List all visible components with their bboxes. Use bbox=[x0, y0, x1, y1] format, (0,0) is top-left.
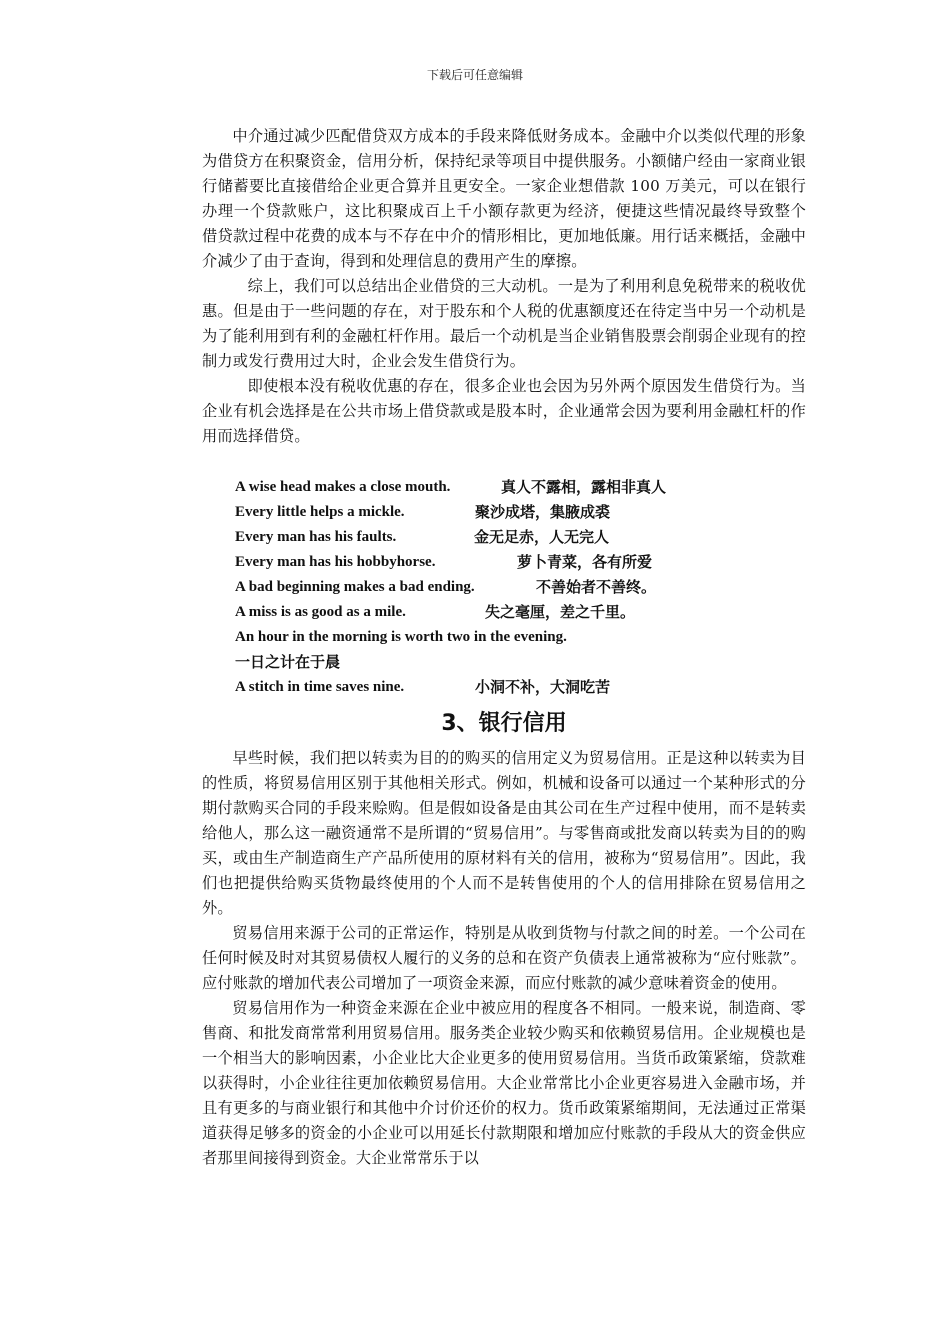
proverb-line bbox=[235, 475, 806, 500]
paragraph: 早些时候，我们把以转卖为目的的购买的信用定义为贸易信用。正是这种以转卖为目的性质，将贸易信用区别于其他相关形式。例如，机械和设备可以通过一个某种形式的分期付款购买合同的手段来赊购。但是假如设备是由其公司在生产过程中使用，而不是转卖给他人，那么这一融资通常不是所谓的“贸易信用”。与零售商或批发商以转卖为目的的购买，或由生产制造商生产产品所使用的原材料有关的信用，被称为“贸易信用”。因此，我们也把提供给购买货物最终使用的个人而不是转售使用的个人的信用排除在贸易信用之外。 bbox=[202, 749, 806, 917]
proverb-line bbox=[235, 600, 806, 625]
proverb-line bbox=[235, 550, 806, 575]
paragraph: 中介通过减少匹配借贷双方成本的手段来降低财务成本。金融中介以类似代理的形象为借贷方在积聚资金，信用分析，保持纪录等项目中提供服务。小额储户经由一家商业银行储蓄要比直接借给企业更合算并且更安全。一家企业想借款 100 万美元，可以在银行办理一个贷款账户，这比积聚成百上千小额存款更为经济，便捷这些情况最终导致整个 借贷款过程中花费的成本与不存在中介的情形相比，更加地低廉。用行话来概括，金融中介减少了由于查询，得到和处理信息的费用产生的摩擦。 bbox=[202, 127, 806, 270]
proverb-english: A wise head makes a close mouth. bbox=[235, 479, 451, 495]
document-body bbox=[202, 124, 806, 1171]
proverb-line bbox=[235, 650, 806, 675]
paragraph: 即使根本没有税收优惠的存在，很多企业也会因为另外两个原因发生借贷行为。当企业有机会选择是在公共市场上借贷款或是股本时，企业通常会因为要利用金融杠杆的作用而选择借贷。 bbox=[202, 377, 806, 445]
proverb-english: An hour in the morning is worth two in the evening. bbox=[235, 629, 567, 645]
proverb-line bbox=[235, 500, 806, 525]
proverb-english: Every man has his hobbyhorse. bbox=[235, 554, 436, 570]
proverb-english: Every little helps a mickle. bbox=[235, 504, 405, 520]
proverb-chinese: 聚沙成塔，集腋成裘 bbox=[475, 503, 611, 521]
proverb-chinese: 一日之计在于晨 bbox=[235, 653, 341, 671]
proverb-english: Every man has his faults. bbox=[235, 529, 397, 545]
proverb-chinese: 失之毫厘，差之千里。 bbox=[485, 603, 636, 621]
proverb-line bbox=[235, 525, 806, 550]
proverb-english: A stitch in time saves nine. bbox=[235, 679, 405, 695]
paragraph: 贸易信用来源于公司的正常运作，特别是从收到货物与付款之间的时差。一个公司在任何时候及时对其贸易债权人履行的义务的总和在资产负债表上通常被称为“应付账款”。应付账款的增加代表公司增加了一项资金来源，而应付账款的减少意味着资金的使用。 bbox=[202, 924, 806, 992]
paragraph: 综上，我们可以总结出企业借贷的三大动机。一是为了利用利息免税带来的税收优惠。但是由于一些问题的存在，对于股东和个人税的优惠额度还在待定当中另一个动机是为了能利用到有利的金融杠杆作用。最后一个动机是当企业销售股票会削弱企业现有的控制力或发行费用过大时，企业会发生借贷行为。 bbox=[202, 277, 806, 370]
proverb-line bbox=[235, 675, 806, 700]
proverb-list bbox=[202, 475, 806, 700]
proverb-line bbox=[235, 575, 806, 600]
page-header: 下载后可任意编辑 bbox=[426, 68, 523, 82]
proverb-chinese: 不善始者不善终。 bbox=[536, 578, 657, 596]
proverb-chinese: 小洞不补，大洞吃苦 bbox=[475, 678, 611, 696]
paragraph: 贸易信用作为一种资金来源在企业中被应用的程度各不相同。一般来说，制造商、零售商、和批发商常常利用贸易信用。服务类企业较少购买和依赖贸易信用。企业规模也是一个相当大的影响因素，小企业比大企业更多的使用贸易信用。当货币政策紧缩，贷款难以获得时，小企业往往更加依赖贸易信用。大企业常常比小企业更容易进入金融市场，并且有更多的与商业银行和其他中介讨价还价的权力。货币政策紧缩期间，无法通过正常渠道获得足够多的资金的小企业可以用延长付款期限和增加应付账款的手段从大的资金供应者那里间接得到资金。大企业常常乐于以 bbox=[202, 999, 806, 1167]
proverb-chinese: 真人不露相，露相非真人 bbox=[501, 478, 667, 496]
proverb-chinese: 金无足赤，人无完人 bbox=[474, 528, 610, 546]
proverb-chinese: 萝卜青菜，各有所爱 bbox=[517, 553, 653, 571]
proverb-english: A bad beginning makes a bad ending. bbox=[235, 579, 475, 595]
proverb-english: A miss is as good as a mile. bbox=[235, 604, 406, 620]
proverb-line bbox=[235, 625, 806, 650]
section-title: 3、银行信用 bbox=[441, 711, 567, 736]
